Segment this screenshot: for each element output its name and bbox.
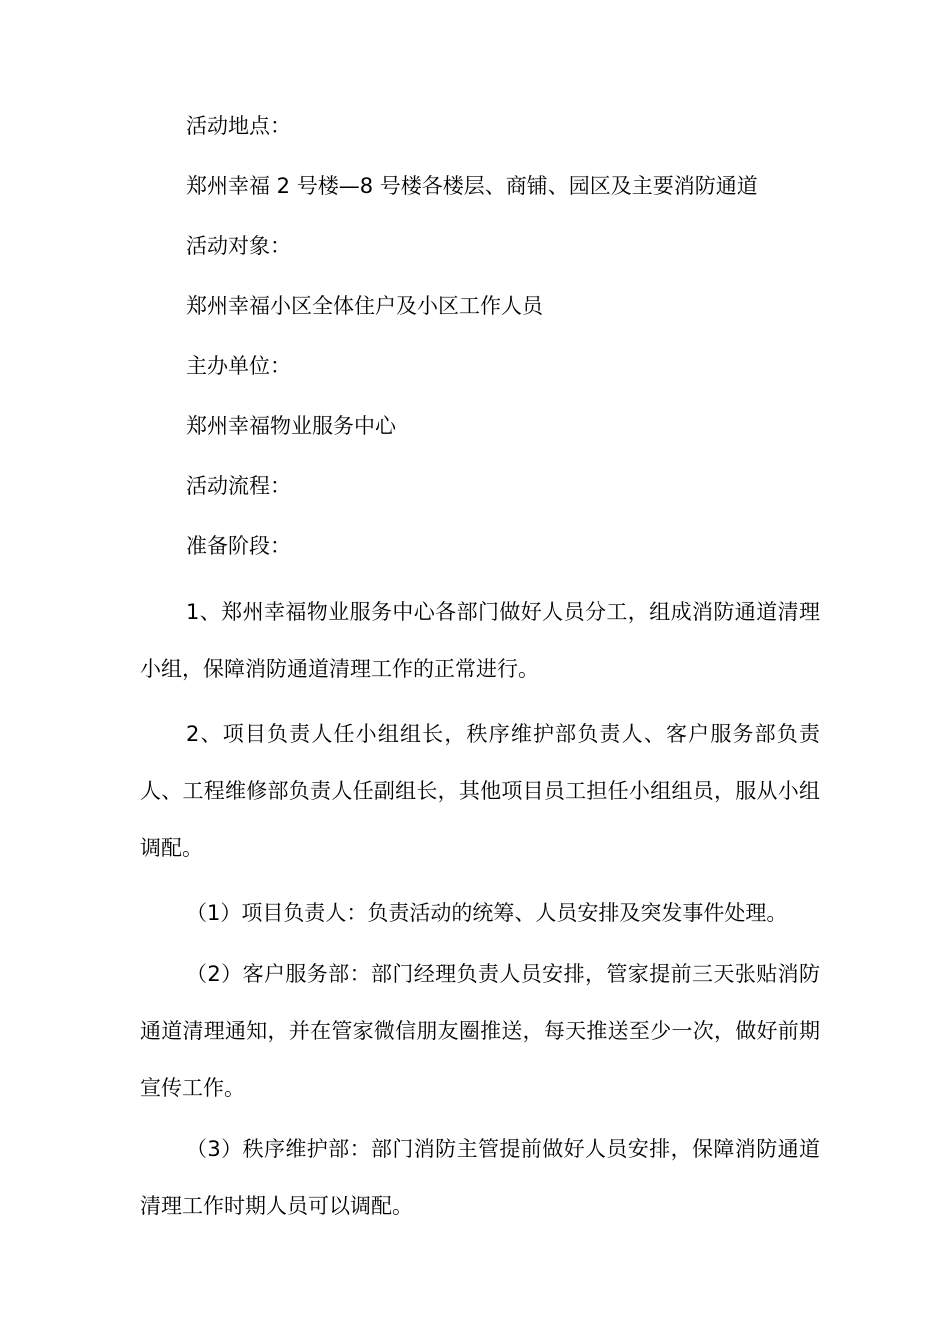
paragraph-2-3: （3）秩序维护部：部门消防主管提前做好人员安排，保障消防通道清理工作时期人员可以调配。 (140, 1137, 820, 1218)
audience-value: 郑州幸福小区全体住户及小区工作人员 (186, 294, 543, 318)
location-value: 郑州幸福 2 号楼—8 号楼各楼层、商铺、园区及主要消防通道 (186, 174, 758, 198)
paragraph-2-1: （1）项目负责人：负责活动的统筹、人员安排及突发事件处理。 (186, 901, 788, 925)
label-organizer: 主办单位： (186, 354, 291, 378)
paragraph-2: 2、项目负责人任小组组长，秩序维护部负责人、客户服务部负责人、工程维修部负责人任副组长，其他项目员工担任小组组员，服从小组调配。 (140, 722, 820, 860)
label-audience: 活动对象： (186, 234, 291, 258)
document-body (140, 96, 820, 1235)
label-process: 活动流程： (186, 474, 291, 498)
organizer-value: 郑州幸福物业服务中心 (186, 414, 396, 438)
label-preparation: 准备阶段： (186, 534, 291, 558)
paragraph-1: 1、郑州幸福物业服务中心各部门做好人员分工，组成消防通道清理小组，保障消防通道清理工作的正常进行。 (140, 600, 820, 681)
paragraph-2-2: （2）客户服务部：部门经理负责人员安排，管家提前三天张贴消防通道清理通知，并在管家微信朋友圈推送，每天推送至少一次，做好前期宣传工作。 (140, 962, 820, 1100)
label-location: 活动地点： (186, 114, 291, 138)
